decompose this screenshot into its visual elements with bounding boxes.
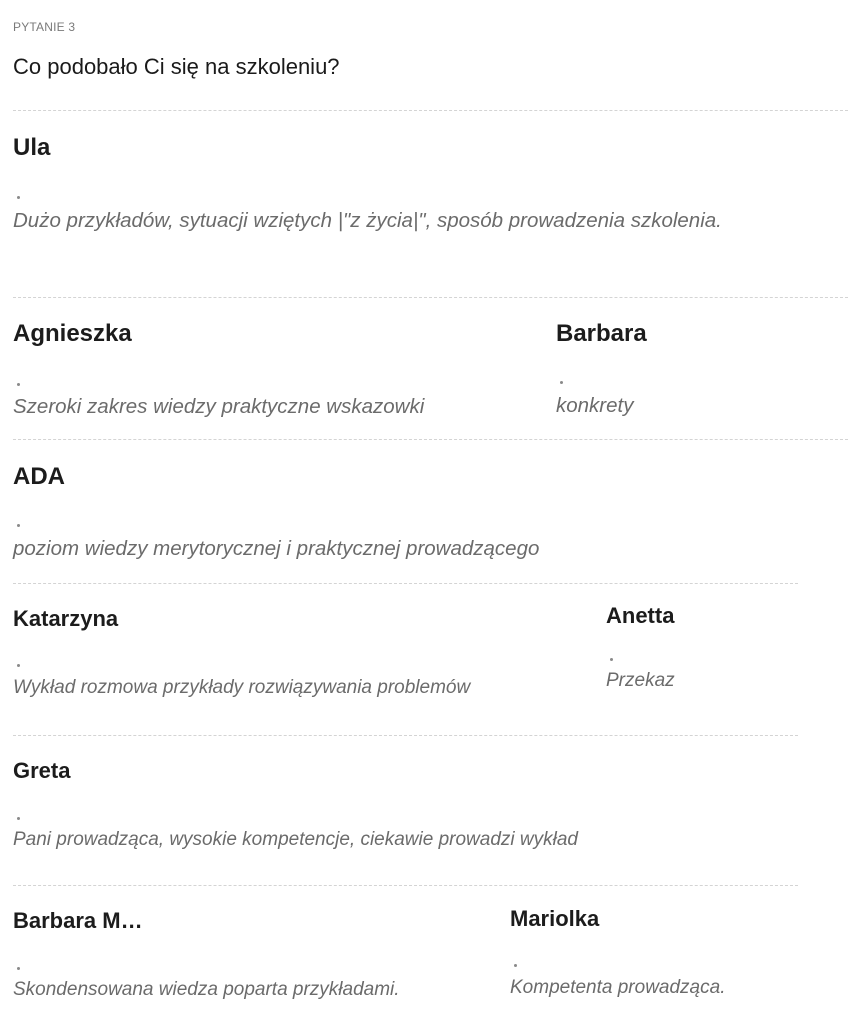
bullet-dot [17,817,20,820]
response-text: Szeroki zakres wiedzy praktyczne wskazowki [13,395,425,418]
bullet-dot [17,967,20,970]
response-text: Skondensowana wiedza poparta przykładami. [13,979,400,1000]
respondent-name: Mariolka [510,906,600,931]
bullet-dot [17,383,20,386]
bullet-dot [610,658,613,661]
respondent-name: ADA [13,463,65,490]
divider [13,885,798,886]
divider [13,735,798,736]
response-text: poziom wiedzy merytorycznej i praktycznej prowadzącego [13,537,540,560]
respondent-name: Barbara [556,320,647,347]
respondent-name: Barbara M… [13,908,143,933]
respondent-name: Katarzyna [13,606,119,631]
response-text: konkrety [556,394,634,417]
response-text: Dużo przykładów, sytuacji wziętych |"z życia|", sposób prowadzenia szkolenia. [13,209,722,232]
question-title: Co podobało Ci się na szkoleniu? [13,54,340,79]
bullet-dot [17,524,20,527]
bullet-dot [17,196,20,199]
bullet-dot [560,381,563,384]
response-text: Przekaz [606,670,675,691]
respondent-name: Anetta [606,603,675,628]
respondent-name: Ula [13,134,51,161]
divider [13,583,798,584]
bullet-dot [17,664,20,667]
bullet-dot [514,964,517,967]
question-label: PYTANIE 3 [13,20,76,34]
response-text: Wykład rozmowa przykłady rozwiązywania problemów [13,677,471,698]
respondent-name: Agnieszka [13,320,132,347]
response-text: Kompetenta prowadząca. [510,977,726,998]
divider [13,439,848,440]
response-text: Pani prowadząca, wysokie kompetencje, ciekawie prowadzi wykład [13,829,578,850]
respondent-name: Greta [13,758,71,783]
divider [13,297,848,298]
divider [13,110,848,111]
